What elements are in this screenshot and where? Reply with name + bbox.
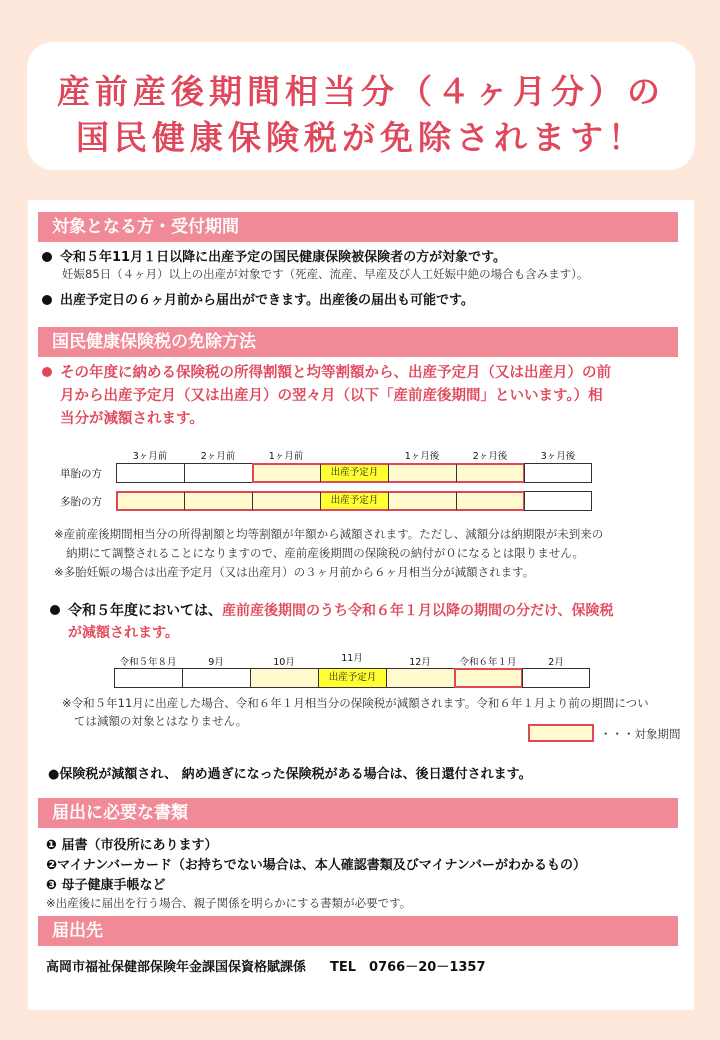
table-cell <box>116 491 185 511</box>
office-phone: TEL 0766－20－1357 <box>330 960 486 975</box>
office-contact <box>46 956 486 975</box>
page-title-line2: 国民健康保険税が免除されます！ <box>76 118 646 157</box>
table2-header: 令和５年８月 <box>119 657 177 668</box>
multi-birth-label: 多胎の方 <box>60 496 102 508</box>
table1-header: 3ヶ月後 <box>540 451 576 462</box>
document-item-3: ❸ 母子健康手帳など <box>46 878 166 893</box>
table2-header: 2月 <box>548 657 564 668</box>
table2-header: 令和６年１月 <box>459 657 517 668</box>
table-cell <box>388 463 457 483</box>
table-cell <box>524 491 592 511</box>
note-line: ※令和５年11月に出産した場合、令和６年１月相当分の保険税が減額されます。令和６年１月より前の期間につい <box>62 696 649 710</box>
bullet-target-date <box>42 246 506 265</box>
legend-swatch <box>528 724 594 742</box>
bullet-icon <box>50 605 60 615</box>
bullet-text: 出産予定日の６ヶ月前から届出ができます。出産後の届出も可能です。 <box>60 293 474 308</box>
reiwa5-month-row <box>114 668 590 688</box>
table-cell <box>252 491 321 511</box>
table1-header: 1ヶ月前 <box>268 451 304 462</box>
table1-header: 2ヶ月後 <box>472 451 508 462</box>
table-cell <box>114 668 183 688</box>
bullet-application <box>42 289 474 308</box>
table-cell-target <box>454 668 523 688</box>
single-birth-row <box>116 463 592 483</box>
title-card <box>27 42 695 170</box>
bullet-text: 令和５年11月１日以降に出産予定の国民健康保険被保険者の方が対象です。 <box>60 250 507 265</box>
lead-line: その年度に納める保険税の所得割額と均等割額から、出産予定月（又は出産月）の前 <box>60 365 611 381</box>
table-cell <box>184 491 253 511</box>
office-name: 高岡市福祉保健部保険年金課国保資格賦課係 <box>46 960 307 975</box>
single-birth-label: 単胎の方 <box>60 468 102 480</box>
legend-label: ・・・対象期間 <box>600 727 681 741</box>
table-cell <box>318 668 387 688</box>
due-month-cell: 出産予定月 <box>321 465 388 481</box>
page-title-line1: 産前産後期間相当分（４ヶ月分）の <box>57 72 665 111</box>
method-lead <box>42 362 611 431</box>
table-cell <box>250 668 319 688</box>
table2-header: 9月 <box>208 657 224 668</box>
bullet-icon <box>42 367 52 377</box>
section-heading-office: 届出先 <box>38 916 678 946</box>
table2-header: 10月 <box>273 657 295 668</box>
refund-note: ●保険税が減額され、 納め過ぎになった保険税がある場合は、後日還付されます。 <box>48 767 532 782</box>
note-line: ※産前産後期間相当分の所得割額と均等割額が年額から減額されます。ただし、減額分は納期限が未到来の <box>54 527 604 541</box>
table-cell <box>456 491 525 511</box>
bullet-icon <box>42 252 52 262</box>
section-heading-documents: 届出に必要な書類 <box>38 798 678 828</box>
pregnancy-note: 妊娠85日（４ヶ月）以上の出産が対象です（死産、流産、早産及び人工妊娠中絶の場合も含みます）。 <box>62 267 589 281</box>
table-cell <box>116 463 185 483</box>
table-cell <box>386 668 455 688</box>
note-line: 納期にて調整されることになりますので、産前産後期間の保険税の納付が０になるとは限りません。 <box>66 546 584 560</box>
table2-header: 11月 <box>341 653 363 664</box>
section-heading-target: 対象となる方・受付期間 <box>38 212 678 242</box>
table-cell <box>182 668 251 688</box>
due-month-cell: 出産予定月 <box>321 493 388 509</box>
document-item-1: ❶ 届書（市役所にあります） <box>46 838 218 853</box>
table2-header: 12月 <box>409 657 431 668</box>
note-line: ては減額の対象とはなりません。 <box>74 714 248 728</box>
reduction-note <box>54 525 603 582</box>
table1-header: 1ヶ月後 <box>404 451 440 462</box>
table-cell <box>320 463 389 483</box>
table-cell <box>388 491 457 511</box>
table1-header: 3ヶ月前 <box>132 451 168 462</box>
table-cell <box>522 668 590 688</box>
bullet-icon <box>42 295 52 305</box>
note-line: ※多胎妊娠の場合は出産予定月（又は出産月）の３ヶ月前から６ヶ月相当分が減額されます。 <box>54 565 535 579</box>
content-panel <box>28 200 694 1010</box>
table-cell <box>524 463 592 483</box>
table1-header: 2ヶ月前 <box>200 451 236 462</box>
lead-line: 月から出産予定月（又は出産月）の翌々月（以下「産前産後期間」といいます。）相 <box>60 388 603 404</box>
reiwa5-paragraph <box>50 600 613 644</box>
document-item-2: ❷マイナンバーカード（お持ちでない場合は、本人確認書類及びマイナンバーがわかるもの） <box>46 858 586 873</box>
table-cell <box>252 463 321 483</box>
table-cell <box>456 463 525 483</box>
reiwa5-text-red: が減額されます。 <box>68 625 179 641</box>
reiwa5-text: 令和５年度においては、 <box>68 603 222 619</box>
section-heading-method: 国民健康保険税の免除方法 <box>38 327 678 357</box>
table-cell <box>184 463 253 483</box>
due-month-cell: 出産予定月 <box>319 669 386 687</box>
table-cell <box>320 491 389 511</box>
reiwa5-text-red: 産前産後期間のうち令和６年１月以降の期間の分だけ、保険税 <box>222 603 614 619</box>
multi-birth-row <box>116 491 592 511</box>
document-note: ※出産後に届出を行う場合、親子関係を明らかにする書類が必要です。 <box>46 896 412 910</box>
lead-line: 当分が減額されます。 <box>60 411 204 427</box>
